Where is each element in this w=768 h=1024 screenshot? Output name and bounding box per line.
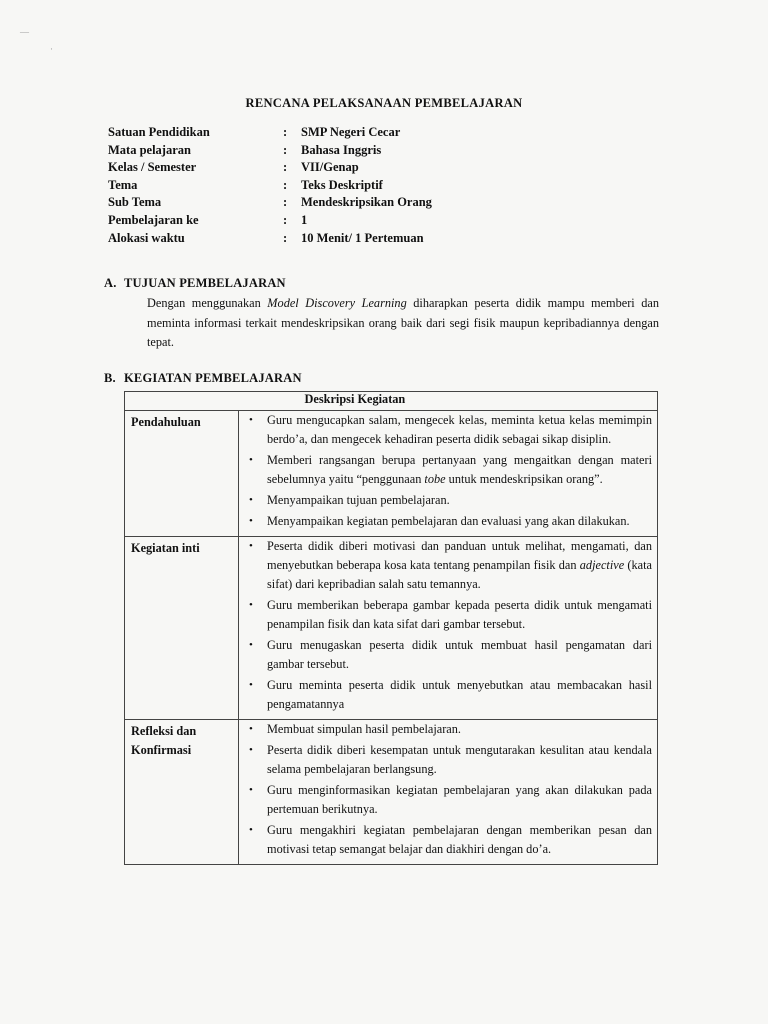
identity-colon: :	[283, 177, 288, 192]
identity-label: Pembelajaran ke	[108, 212, 199, 227]
item-text: Menyampaikan tujuan pembelajaran.	[267, 493, 450, 507]
list-item	[247, 821, 652, 859]
bullet-icon: •	[249, 639, 253, 651]
bullet-icon: •	[249, 744, 253, 756]
section-letter: B.	[104, 371, 116, 385]
identity-label: Kelas / Semester	[108, 160, 197, 175]
list-item	[247, 636, 652, 674]
activity-table	[124, 391, 658, 865]
list-item	[247, 537, 652, 594]
identity-value: Bahasa Inggris	[301, 142, 382, 157]
item-text: (kata sifat) dari kepribadian salah satu temannya.	[267, 558, 652, 591]
table-row	[125, 537, 658, 720]
scan-mark: —	[20, 27, 29, 37]
identity-row	[108, 194, 432, 212]
identity-label: Alokasi waktu	[108, 230, 185, 245]
identity-value: Teks Deskriptif	[301, 177, 383, 192]
item-text: Guru menugaskan peserta didik untuk membuat hasil pengamatan dari gambar tersebut.	[267, 638, 652, 671]
item-text: Menyampaikan kegiatan pembelajaran dan evaluasi yang akan dilakukan.	[267, 514, 630, 528]
scan-mark: ·	[50, 44, 53, 54]
identity-colon: :	[283, 142, 288, 157]
list-item	[247, 741, 652, 779]
table-row	[125, 720, 658, 865]
list-item	[247, 781, 652, 819]
phase-items	[239, 720, 658, 865]
item-text: Peserta didik diberi kesempatan untuk mengutarakan kesulitan atau kendala selama pembelajaran berlangsung.	[267, 743, 652, 776]
item-italic: tobe	[424, 472, 446, 486]
bullet-icon: •	[249, 599, 253, 611]
identity-row	[108, 177, 432, 195]
list-item	[247, 596, 652, 634]
page-title: RENCANA PELAKSANAAN PEMBELAJARAN	[245, 96, 523, 110]
identity-block	[108, 124, 432, 247]
identity-value: SMP Negeri Cecar	[301, 125, 401, 139]
identity-row	[108, 142, 432, 160]
item-text: Guru menginformasikan kegiatan pembelajaran yang akan dilakukan pada pertemuan berikutnya.	[267, 783, 652, 816]
item-text: untuk mendeskripsikan orang”.	[445, 472, 603, 486]
item-text: Guru mengucapkan salam, mengecek kelas, meminta ketua kelas memimpin berdo’a, dan mengecek kehadiran peserta didik sebagai sikap disiplin.	[267, 413, 652, 446]
item-text: Guru memberikan beberapa gambar kepada peserta didik untuk mengamati penampilan fisik dan kata sifat dari gambar tersebut.	[267, 598, 652, 631]
identity-colon: :	[283, 230, 288, 245]
identity-row	[108, 230, 432, 248]
bullet-icon: •	[249, 679, 253, 691]
section-b-heading	[104, 371, 302, 386]
list-item	[247, 720, 652, 739]
identity-value: Mendeskripsikan Orang	[301, 195, 432, 210]
item-text: Guru meminta peserta didik untuk menyebutkan atau membacakan hasil pengamatannya	[267, 678, 652, 711]
identity-row	[108, 124, 432, 142]
list-item	[247, 512, 652, 531]
table-header: Deskripsi Kegiatan	[239, 392, 658, 411]
identity-row	[108, 212, 432, 230]
bullet-icon: •	[249, 454, 253, 466]
identity-label: Sub Tema	[108, 195, 162, 210]
item-text: Peserta didik diberi motivasi dan panduan untuk melihat, mengamati, dan menyebutkan beberapa kosa kata tentang penampilan fisik dan	[267, 539, 652, 572]
section-a-heading	[104, 276, 286, 291]
item-text: Membuat simpulan hasil pembelajaran.	[267, 722, 461, 736]
identity-label: Satuan Pendidikan	[108, 125, 210, 139]
phase-label: Pendahuluan	[125, 411, 239, 537]
bullet-icon: •	[249, 414, 253, 426]
identity-colon: :	[283, 195, 288, 210]
item-italic: adjective	[579, 558, 625, 572]
list-item	[247, 676, 652, 714]
bullet-icon: •	[249, 723, 253, 735]
item-text: Guru mengakhiri kegiatan pembelajaran dengan memberikan pesan dan motivasi tetap semangat belajar dan diakhiri dengan do’a.	[267, 823, 652, 856]
bullet-icon: •	[249, 784, 253, 796]
phase-items	[239, 537, 658, 720]
table-row	[125, 411, 658, 537]
bullet-icon: •	[249, 540, 253, 552]
paragraph-text: Dengan menggunakan	[147, 296, 268, 310]
phase-label: Refleksi dan Konfirmasi	[125, 720, 239, 865]
section-title: TUJUAN PEMBELAJARAN	[124, 276, 286, 290]
phase-label: Kegiatan inti	[125, 537, 239, 720]
list-item	[247, 451, 652, 489]
identity-label: Mata pelajaran	[108, 142, 191, 157]
identity-label: Tema	[108, 177, 138, 192]
paragraph-italic: Model Discovery Learning	[267, 296, 407, 310]
table-header-row	[125, 392, 658, 411]
identity-colon: :	[283, 125, 288, 139]
identity-colon: :	[283, 212, 288, 227]
bullet-icon: •	[249, 824, 253, 836]
identity-value: 10 Menit/ 1 Pertemuan	[301, 230, 424, 245]
bullet-icon: •	[249, 515, 253, 527]
section-title: KEGIATAN PEMBELAJARAN	[124, 371, 302, 385]
header-spacer	[125, 392, 239, 411]
identity-value: 1	[301, 212, 308, 227]
list-item	[247, 411, 652, 449]
section-letter: A.	[104, 276, 117, 290]
phase-items	[239, 411, 658, 537]
item-text: Memberi rangsangan berupa pertanyaan yang mengaitkan dengan materi sebelumnya yaitu “penggunaan	[267, 453, 652, 486]
identity-value: VII/Genap	[301, 160, 359, 175]
identity-row	[108, 159, 432, 177]
list-item	[247, 491, 652, 510]
bullet-icon: •	[249, 494, 253, 506]
identity-colon: :	[283, 160, 288, 175]
section-a-paragraph	[147, 294, 659, 353]
paragraph-text: diharapkan peserta didik mampu memberi dan meminta informasi terkait mendeskripsikan orang baik dari segi fisik maupun kepribadiannya dengan tepat.	[147, 296, 660, 349]
